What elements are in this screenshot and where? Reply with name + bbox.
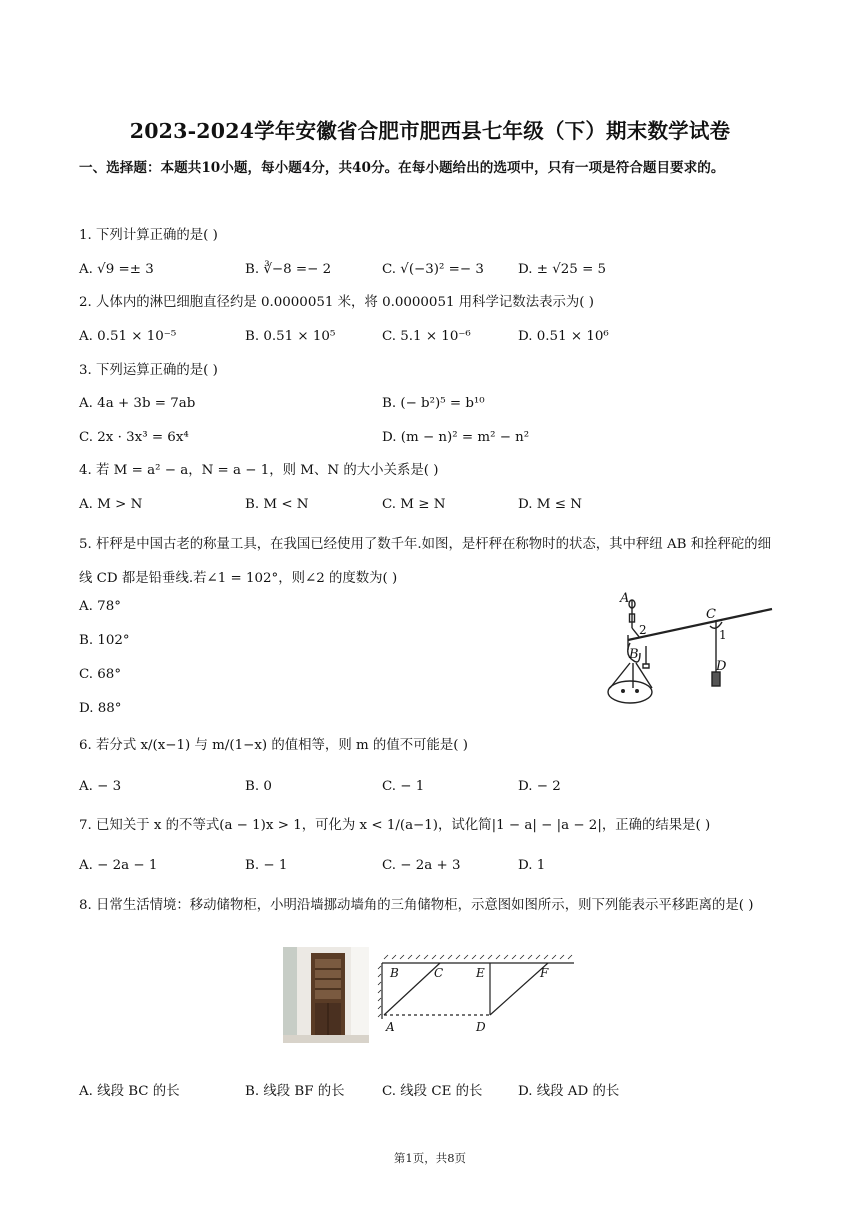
page-footer: 第1页，共8页 [393,1151,467,1165]
cabinet-photo [283,947,369,1043]
label-e: E [476,966,485,980]
q8-option-a: A. 线段 BC 的长 [79,1084,180,1099]
q5-option-a: A. 78° [79,599,121,614]
label-angle-2: 2 [639,623,647,637]
label-c: C [434,966,444,980]
q6-option-c: C. − 1 [382,779,425,794]
label-d: D [476,1020,486,1034]
q1-option-a: A. √9 =± 3 [79,262,154,277]
q1-option-c: C. √(−3)² =− 3 [382,262,484,277]
question-8-stem: 8. 日常生活情境：移动储物柜，小明沿墙挪动墙角的三角储物柜，示意图如图所示，则下列能表示平移距离的是( ) [79,898,754,913]
q6-option-b: B. 0 [245,779,272,794]
page-title: 2023-2024学年安徽省合肥市肥西县七年级（下）期末数学试卷 [129,119,731,143]
q7-option-c: C. − 2a + 3 [382,858,461,873]
q6-option-d: D. − 2 [518,779,561,794]
q3-option-a: A. 4a + 3b = 7ab [79,396,196,411]
q3-option-d: D. (m − n)² = m² − n² [382,430,530,445]
label-d: D [716,659,727,674]
question-1-stem: 1. 下列计算正确的是( ) [79,228,218,243]
q1-option-d: D. ± √25 = 5 [518,262,607,277]
pan-dot-left [621,689,625,693]
q4-option-d: D. M ≤ N [518,497,582,512]
section-heading: 一、选择题：本题共10小题，每小题4分，共40分。在每小题给出的选项中，只有一项是符合题目要求的。 [79,160,725,176]
q7-option-d: D. 1 [518,858,546,873]
q2-option-b: B. 0.51 × 10⁵ [245,329,336,344]
q2-option-d: D. 0.51 × 10⁶ [518,329,609,344]
question-3-stem: 3. 下列运算正确的是( ) [79,363,218,378]
q5-option-d: D. 88° [79,701,122,716]
q7-option-a: A. − 2a − 1 [79,858,158,873]
steelyard-beam [628,609,772,640]
question-5-stem: 5. 杆秤是中国古老的称量工具，在我国已经使用了数千年.如图，是杆秤在称物时的状态，其中秤纽 AB 和拴秤砣的细线 CD 都是铅垂线.若∠1 = 102°，则∠2 的度数为( ) [79,537,772,586]
question-7-stem: 7. 已知关于 x 的不等式(a − 1)x > 1，可化为 x < 1/(a−1)，试化简|1 − a| − |a − 2|，正确的结果是( ) [79,818,711,833]
q5-option-b: B. 102° [79,633,130,648]
label-a: A [386,1020,395,1034]
label-c: C [706,607,716,622]
q4-option-c: C. M ≥ N [382,497,446,512]
q8-option-d: D. 线段 AD 的长 [518,1084,620,1099]
question-4-stem: 4. 若 M = a² − a，N = a − 1，则 M、N 的大小关系是( ) [79,463,439,478]
q5-option-c: C. 68° [79,667,122,682]
steelyard-figure [600,588,780,712]
question-6-stem: 6. 若分式 x/(x−1) 与 m/(1−x) 的值相等，则 m 的值不可能是( ) [79,738,468,753]
q2-option-a: A. 0.51 × 10⁻⁵ [79,329,177,344]
pan-dot-right [635,689,639,693]
label-b: B [629,647,639,662]
question-2-stem: 2. 人体内的淋巴细胞直径约是 0.0000051 米，将 0.0000051 用科学记数法表示为( ) [79,295,594,310]
cabinet-diagram [376,953,576,1035]
q8-option-b: B. 线段 BF 的长 [245,1084,345,1099]
label-angle-1: 1 [719,628,727,642]
q6-option-a: A. − 3 [79,779,122,794]
q1-option-b: B. ∛−8 =− 2 [245,262,332,277]
q2-option-c: C. 5.1 × 10⁻⁶ [382,329,471,344]
q4-option-b: B. M < N [245,497,309,512]
q7-option-b: B. − 1 [245,858,288,873]
q3-option-b: B. (− b²)⁵ = b¹⁰ [382,396,485,411]
q4-option-a: A. M > N [79,497,143,512]
label-a: A [620,591,630,606]
q3-option-c: C. 2x · 3x³ = 6x⁴ [79,430,189,445]
q8-option-c: C. 线段 CE 的长 [382,1084,483,1099]
label-b: B [390,966,399,980]
label-f: F [540,966,549,980]
